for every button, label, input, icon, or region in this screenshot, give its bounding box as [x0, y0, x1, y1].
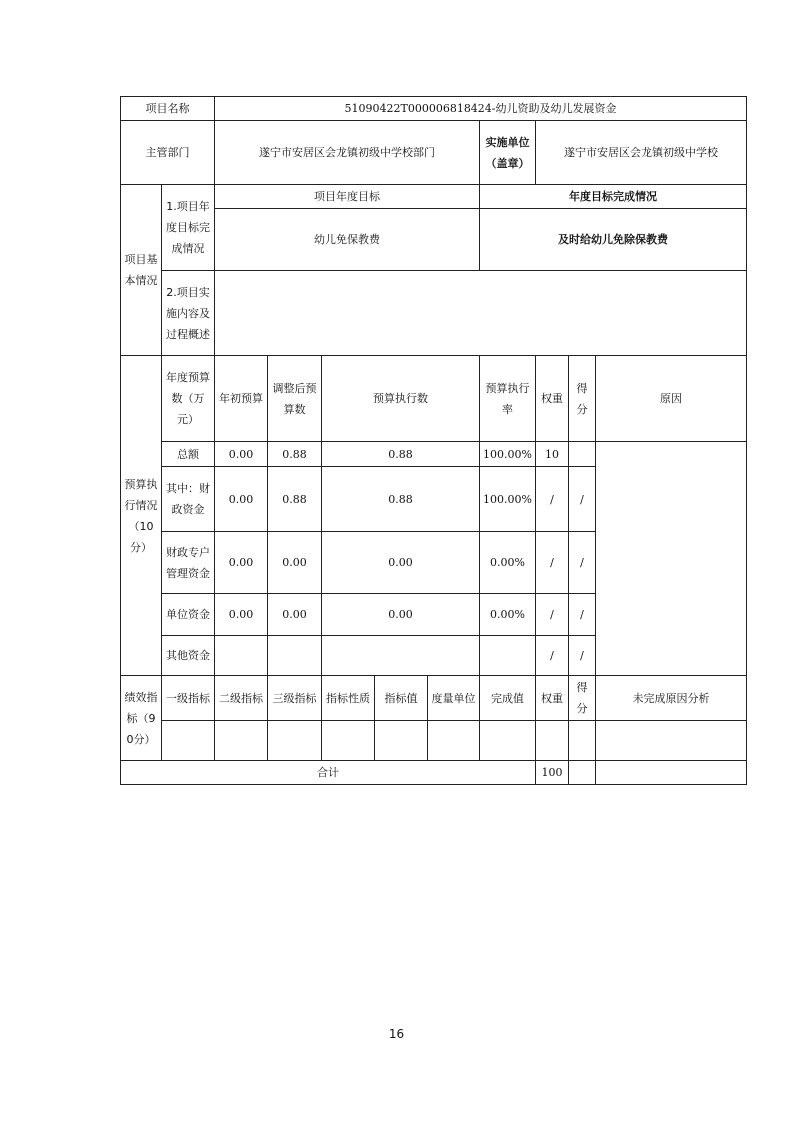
budget-weight-cell: 10 — [536, 442, 569, 467]
budget-rate-cell: 100.00% — [480, 442, 536, 467]
budget-initial-cell: 0.00 — [215, 467, 268, 532]
budget-row-label: 财政专户管理资金 — [162, 532, 215, 594]
total-label: 合计 — [121, 761, 536, 785]
perf-unit-header: 度量单位 — [428, 676, 480, 721]
budget-weight-cell: / — [536, 467, 569, 532]
basic-info-label: 项目基本情况 — [121, 185, 162, 356]
completion-header: 年度目标完成情况 — [480, 185, 747, 209]
budget-executed-cell: 0.88 — [322, 467, 480, 532]
perf-reason-header: 未完成原因分析 — [596, 676, 747, 721]
budget-score-cell — [569, 442, 596, 467]
budget-reason-cell — [596, 442, 747, 676]
budget-row-label: 其中：财政资金 — [162, 467, 215, 532]
budget-executed-header: 预算执行数 — [322, 356, 480, 442]
budget-executed-cell — [322, 636, 480, 676]
perf-weight-header: 权重 — [536, 676, 569, 721]
budget-initial-header: 年初预算 — [215, 356, 268, 442]
perf-score-header: 得分 — [569, 676, 596, 721]
budget-score-cell: / — [569, 467, 596, 532]
budget-row-label: 总额 — [162, 442, 215, 467]
budget-executed-cell: 0.88 — [322, 442, 480, 467]
budget-rate-cell — [480, 636, 536, 676]
performance-section-label: 绩效指标（90分） — [121, 676, 162, 761]
project-name-value: 51090422T000006818424-幼儿资助及幼儿发展资金 — [215, 97, 747, 121]
budget-row — [121, 442, 747, 467]
budget-rate-cell: 0.00% — [480, 594, 536, 636]
budget-adjusted-cell: 0.00 — [268, 594, 322, 636]
perf-cell — [162, 721, 215, 761]
budget-initial-cell: 0.00 — [215, 442, 268, 467]
perf-cell — [569, 721, 596, 761]
perf-level2-header: 二级指标 — [215, 676, 268, 721]
perf-cell — [375, 721, 428, 761]
budget-weight-cell: / — [536, 636, 569, 676]
budget-weight-cell: / — [536, 594, 569, 636]
budget-score-cell: / — [569, 532, 596, 594]
perf-cell — [480, 721, 536, 761]
budget-rate-cell: 0.00% — [480, 532, 536, 594]
budget-score-header: 得分 — [569, 356, 596, 442]
perf-cell — [215, 721, 268, 761]
budget-section-label: 预算执行情况（10分） — [121, 356, 162, 676]
budget-executed-cell: 0.00 — [322, 532, 480, 594]
budget-adjusted-cell: 0.88 — [268, 467, 322, 532]
perf-cell — [322, 721, 375, 761]
perf-completed-header: 完成值 — [480, 676, 536, 721]
budget-score-cell: / — [569, 636, 596, 676]
process-label: 2.项目实施内容及过程概述 — [162, 271, 215, 356]
budget-adjusted-cell — [268, 636, 322, 676]
budget-rate-cell: 100.00% — [480, 467, 536, 532]
budget-adjusted-cell: 0.00 — [268, 532, 322, 594]
perf-cell — [268, 721, 322, 761]
completion-value: 及时给幼儿免除保教费 — [480, 209, 747, 271]
budget-adjusted-header: 调整后预算数 — [268, 356, 322, 442]
budget-reason-header: 原因 — [596, 356, 747, 442]
budget-initial-cell: 0.00 — [215, 594, 268, 636]
impl-unit-label: 实施单位（盖章） — [480, 121, 536, 185]
budget-initial-cell — [215, 636, 268, 676]
goal-value: 幼儿免保教费 — [215, 209, 480, 271]
budget-score-cell: / — [569, 594, 596, 636]
project-name-label: 项目名称 — [121, 97, 215, 121]
perf-level1-header: 一级指标 — [162, 676, 215, 721]
total-score — [569, 761, 596, 785]
budget-rate-header: 预算执行率 — [480, 356, 536, 442]
total-reason — [596, 761, 747, 785]
performance-empty-row — [121, 721, 747, 761]
impl-unit-value: 遂宁市安居区会龙镇初级中学校 — [536, 121, 747, 185]
budget-annual-header: 年度预算数（万元） — [162, 356, 215, 442]
budget-row-label: 单位资金 — [162, 594, 215, 636]
page-number: 16 — [388, 1027, 405, 1041]
performance-evaluation-table — [120, 96, 747, 785]
perf-nature-header: 指标性质 — [322, 676, 375, 721]
perf-level3-header: 三级指标 — [268, 676, 322, 721]
goal-header: 项目年度目标 — [215, 185, 480, 209]
total-weight: 100 — [536, 761, 569, 785]
perf-cell — [428, 721, 480, 761]
perf-cell — [596, 721, 747, 761]
perf-cell — [536, 721, 569, 761]
budget-adjusted-cell: 0.88 — [268, 442, 322, 467]
budget-executed-cell: 0.00 — [322, 594, 480, 636]
dept-label: 主管部门 — [121, 121, 215, 185]
budget-row-label: 其他资金 — [162, 636, 215, 676]
budget-initial-cell: 0.00 — [215, 532, 268, 594]
perf-value-header: 指标值 — [375, 676, 428, 721]
process-value — [215, 271, 747, 356]
dept-value: 遂宁市安居区会龙镇初级中学校部门 — [215, 121, 480, 185]
budget-weight-header: 权重 — [536, 356, 569, 442]
goal-completion-label: 1.项目年度目标完成情况 — [162, 185, 215, 271]
budget-weight-cell: / — [536, 532, 569, 594]
